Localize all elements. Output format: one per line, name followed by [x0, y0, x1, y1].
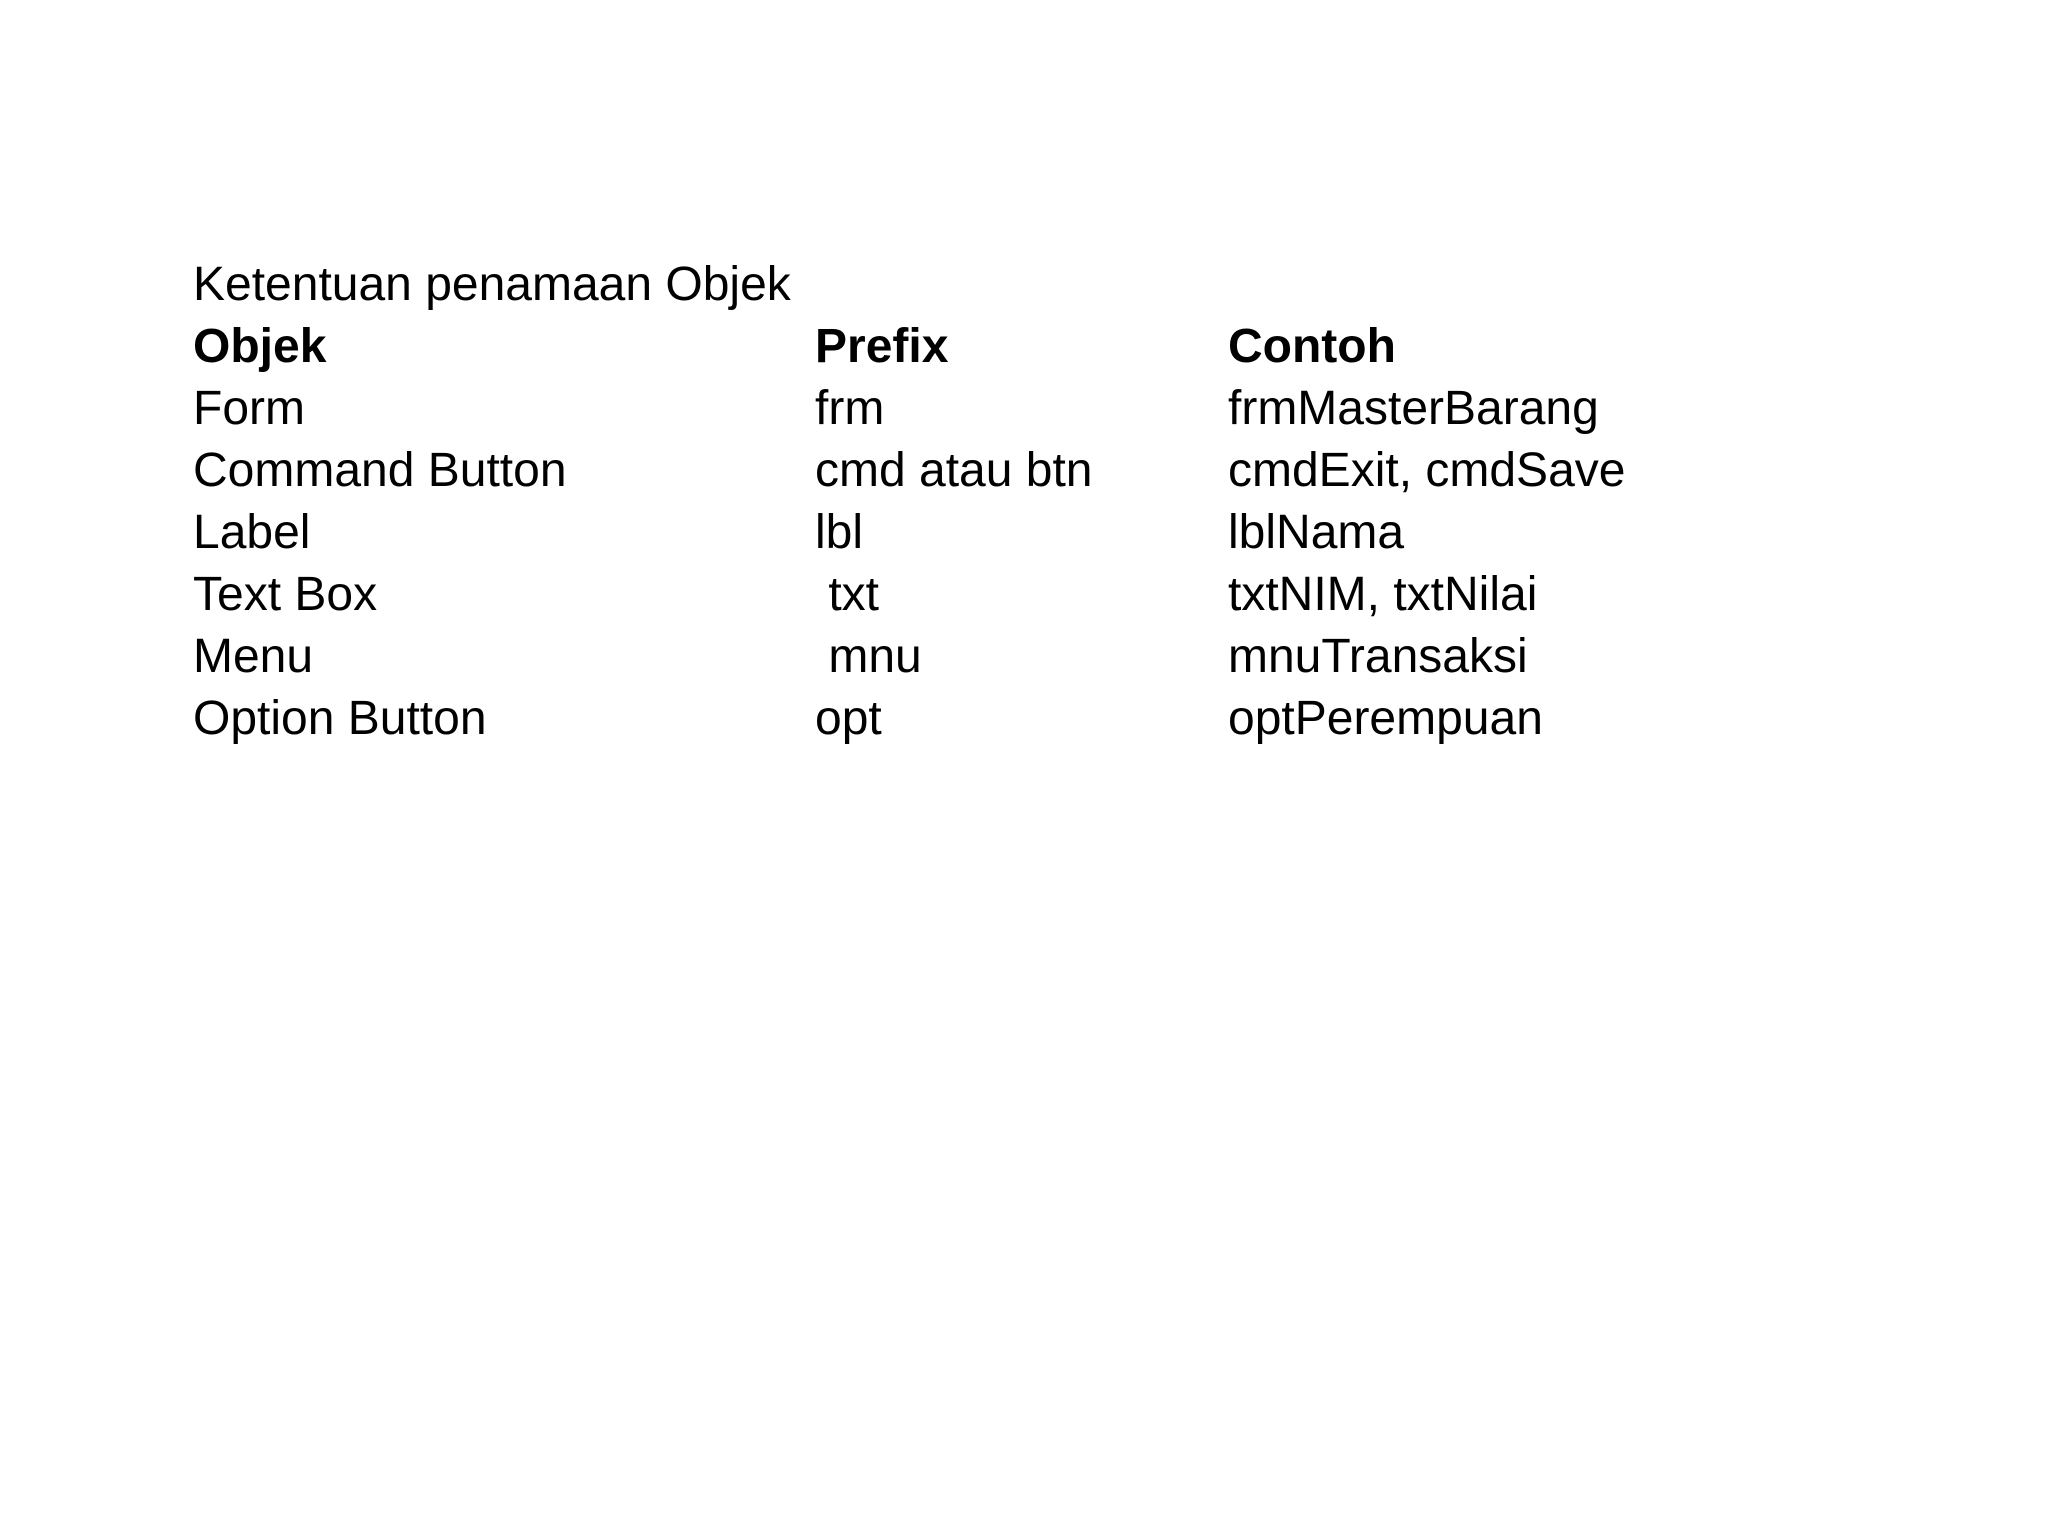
cell-contoh: txtNIM, txtNilai: [1228, 568, 1538, 621]
cell-objek: Label: [193, 506, 311, 559]
cell-prefix: mnu: [815, 630, 922, 683]
table-header-row: [193, 316, 1893, 378]
header-prefix: Prefix: [815, 320, 949, 373]
cell-objek: Command Button: [193, 444, 567, 497]
cell-objek: Form: [193, 382, 305, 435]
cell-objek: Option Button: [193, 692, 487, 745]
cell-contoh: frmMasterBarang: [1228, 382, 1599, 435]
cell-contoh: lblNama: [1228, 506, 1405, 559]
document-body: [193, 254, 1893, 750]
cell-objek: Menu: [193, 630, 314, 683]
cell-contoh: optPerempuan: [1228, 692, 1543, 745]
table-row: [193, 440, 1893, 502]
cell-contoh: cmdExit, cmdSave: [1228, 444, 1626, 497]
header-objek: Objek: [193, 320, 327, 373]
header-contoh: Contoh: [1228, 320, 1396, 373]
table-row: [193, 626, 1893, 688]
table-row: [193, 564, 1893, 626]
document-title: Ketentuan penamaan Objek: [193, 258, 791, 311]
table-row: [193, 502, 1893, 564]
cell-prefix: cmd atau btn: [815, 444, 1093, 497]
cell-contoh: mnuTransaksi: [1228, 630, 1528, 683]
table-row: [193, 688, 1893, 750]
cell-prefix: frm: [815, 382, 885, 435]
table-row: [193, 378, 1893, 440]
cell-prefix: lbl: [815, 506, 864, 559]
cell-prefix: opt: [815, 692, 882, 745]
cell-prefix: txt: [815, 568, 880, 621]
naming-convention-table: [193, 316, 1893, 750]
cell-objek: Text Box: [193, 568, 378, 621]
